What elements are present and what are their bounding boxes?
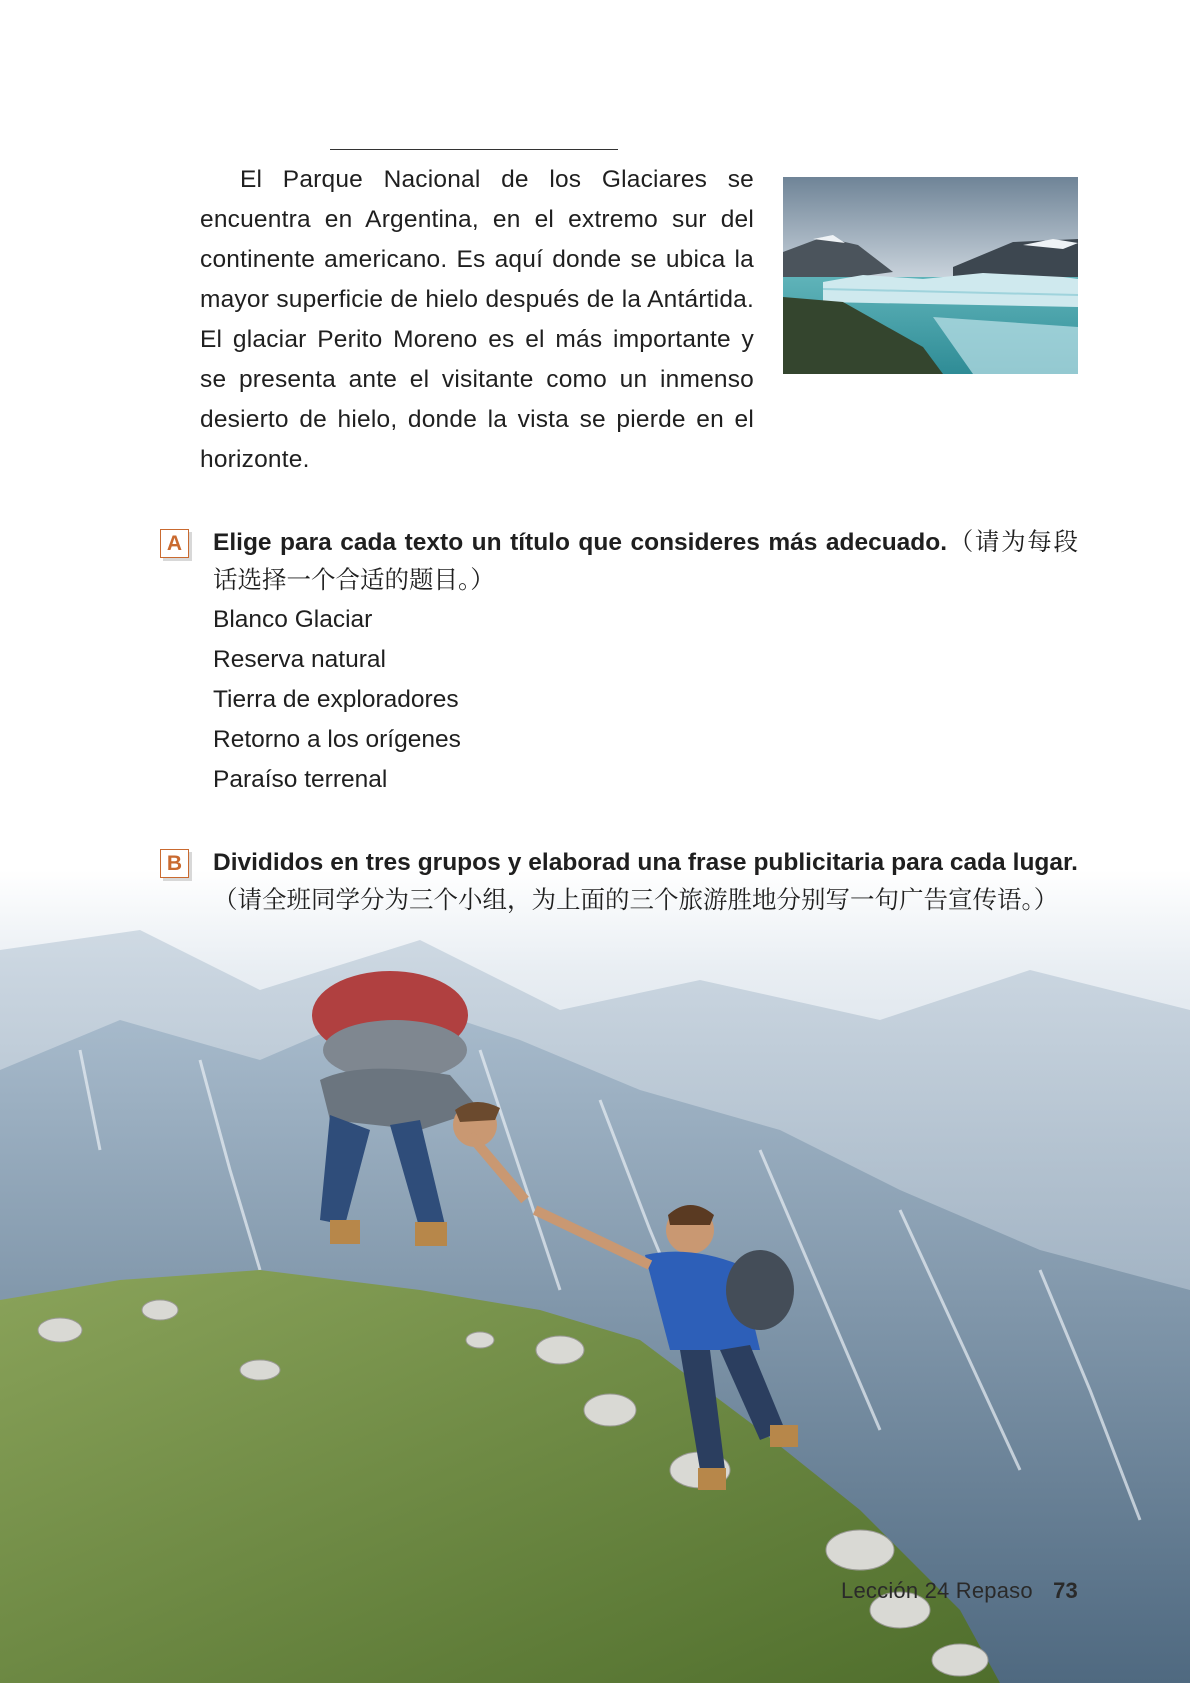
- exercise-a: [213, 524, 1078, 800]
- lesson-label: Lección 24 Repaso: [841, 1578, 1033, 1603]
- exercise-a-instruction: [213, 524, 1078, 600]
- glacier-passage: El Parque Nacional de los Glaciares se encuentra en Argentina, en el extremo sur del continente americano. Es aquí donde se ubica la mayor superficie de hielo después de la Antártida. El glaciar Perito Moreno es el más importante y se presenta ante el visitante como un inmenso desierto de hielo, donde la vista se pierde en el horizonte.: [200, 166, 754, 473]
- exercise-b: [213, 844, 1078, 920]
- exercise-b-instruction-es: Divididos en tres grupos y elaborad una frase publicitaria para cada lugar.: [213, 849, 1078, 876]
- hikers-mountain-photo: [0, 870, 1190, 1683]
- page-footer: [841, 1578, 1078, 1604]
- title-option: Blanco Glaciar: [213, 606, 373, 633]
- title-blank-line: [330, 149, 618, 150]
- exercise-a-instruction-zh: （请为每段话选择一个合适的题目。）: [213, 529, 1078, 594]
- title-option: Tierra de exploradores: [213, 686, 459, 713]
- exercise-a-letter: A: [160, 529, 189, 558]
- page-number: 73: [1053, 1578, 1078, 1603]
- exercise-b-letter: B: [160, 849, 189, 878]
- exercise-b-instruction: [213, 844, 1078, 920]
- glacier-photo: [783, 177, 1078, 374]
- exercise-a-instruction-es: Elige para cada texto un título que consideres más adecuado.: [213, 529, 948, 556]
- exercise-b-instruction-zh: （请全班同学分为三个小组，为上面的三个旅游胜地分别写一句广告宣传语。）: [213, 887, 1059, 914]
- title-option: Reserva natural: [213, 646, 386, 673]
- title-option: Paraíso terrenal: [213, 766, 388, 793]
- title-option: Retorno a los orígenes: [213, 726, 461, 753]
